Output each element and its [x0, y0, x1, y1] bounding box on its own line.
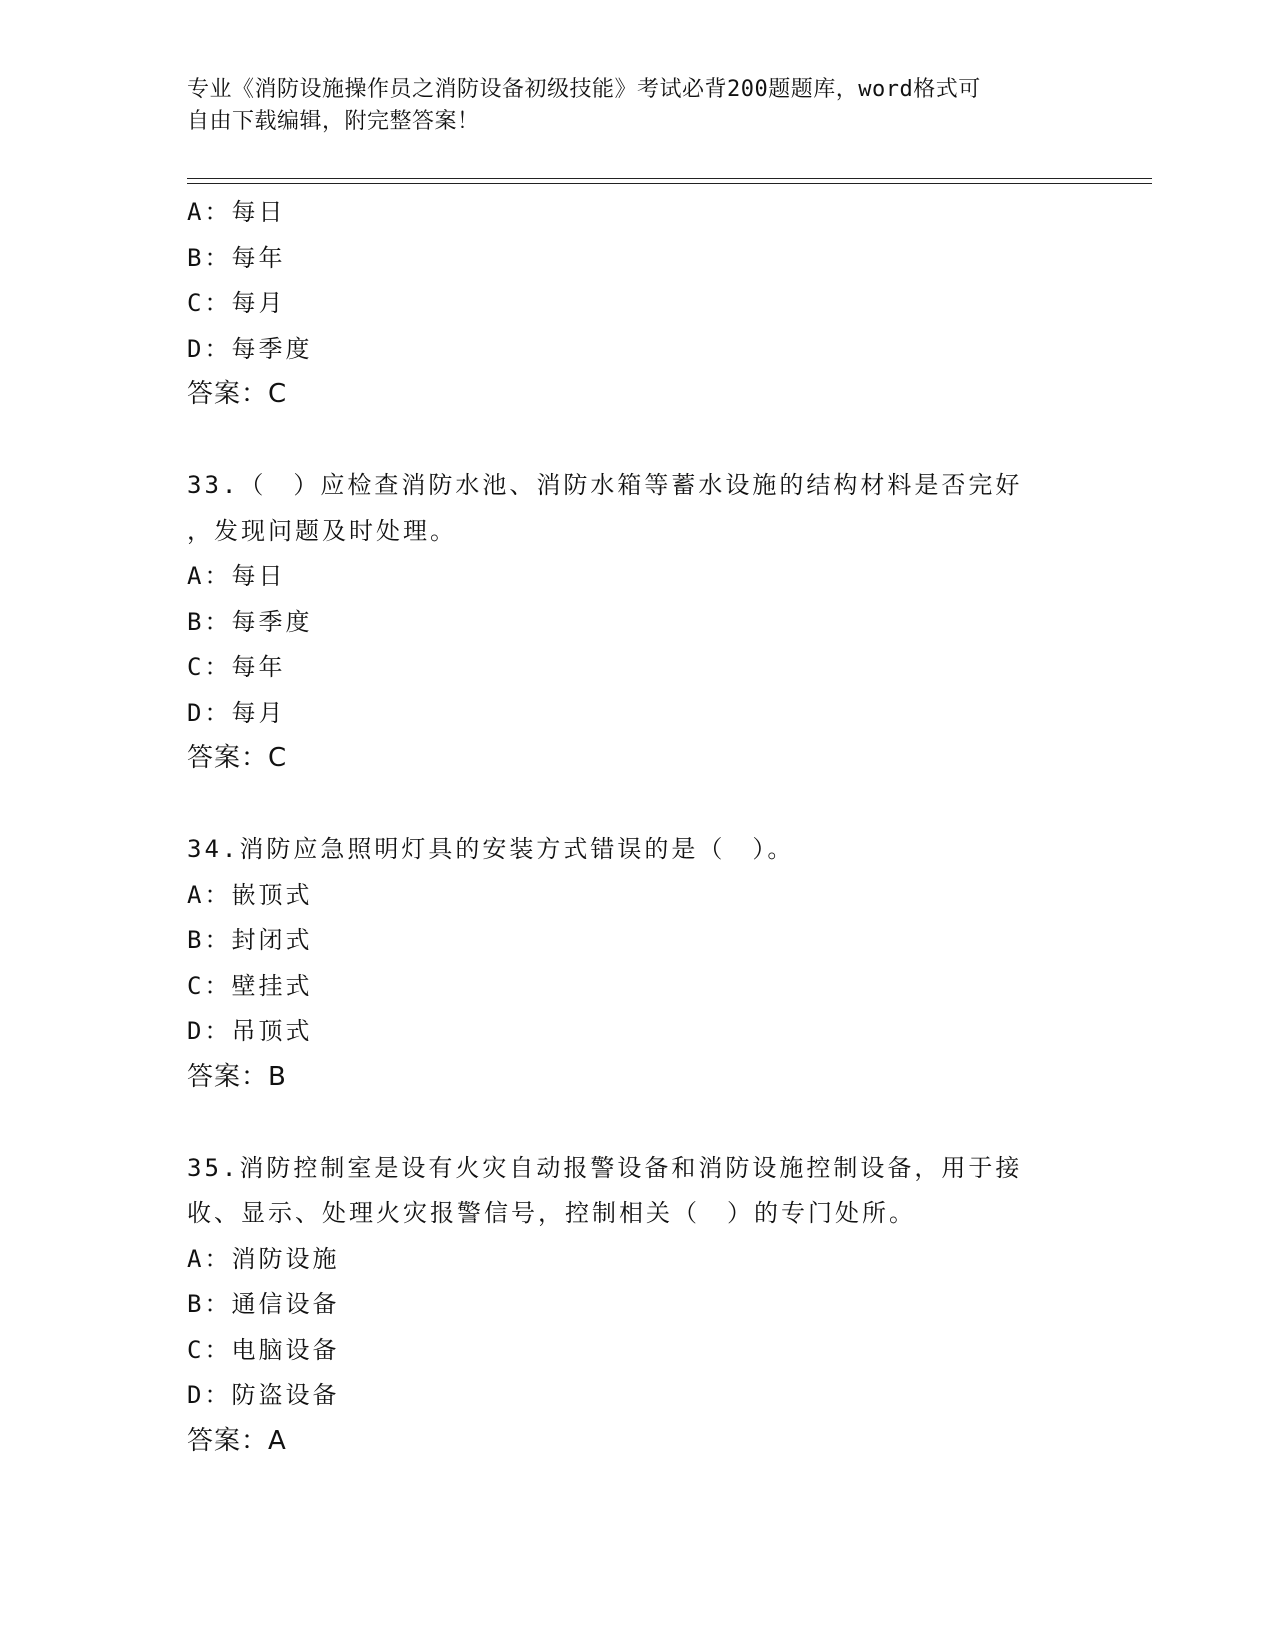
option-b: B：每季度 [187, 607, 313, 636]
question-list [187, 190, 1087, 1464]
answer-line: 答案：C [187, 743, 288, 773]
option-d: D：每季度 [187, 334, 313, 363]
question-stem: 35.消防控制室是设有火灾自动报警设备和消防设施控制设备，用于接 [187, 1153, 1023, 1182]
question-35 [187, 1146, 1087, 1465]
answer-line: 答案：B [187, 1061, 287, 1092]
option-b: B：通信设备 [187, 1290, 340, 1318]
answer-line: 答案：A [187, 1425, 287, 1456]
question-33 [187, 463, 1087, 782]
option-a: A：每日 [187, 562, 286, 590]
header-line-2: 自由下载编辑，附完整答案！ [187, 109, 480, 134]
option-d: D：防盗设备 [187, 1381, 340, 1409]
option-b: B：每年 [187, 243, 286, 272]
spacer [187, 1100, 1087, 1146]
option-a: A：每日 [187, 198, 286, 226]
question-stem: 34.消防应急照明灯具的安装方式错误的是（ ）。 [187, 835, 795, 863]
question-32 [187, 190, 1087, 418]
option-a: A：嵌顶式 [187, 880, 313, 909]
option-c: C：壁挂式 [187, 971, 313, 1000]
option-d: D：吊顶式 [187, 1017, 313, 1045]
option-c: C：电脑设备 [187, 1335, 340, 1364]
option-c: C：每年 [187, 653, 286, 681]
document-header [187, 74, 1087, 138]
spacer [187, 782, 1087, 828]
question-stem-continued: 收、显示、处理火灾报警信号，控制相关（ ）的专门处所。 [187, 1199, 916, 1227]
spacer [187, 418, 1087, 464]
option-b: B：封闭式 [187, 926, 313, 954]
question-stem-continued: ，发现问题及时处理。 [187, 516, 457, 545]
question-34 [187, 827, 1087, 1100]
header-line-1: 专业《消防设施操作员之消防设备初级技能》考试必背200题题库，word格式可 [187, 77, 981, 102]
answer-line: 答案：C [187, 379, 288, 409]
option-c: C：每月 [187, 289, 286, 317]
option-a: A：消防设施 [187, 1244, 340, 1273]
header-divider-bottom [187, 183, 1152, 184]
header-divider-top [187, 178, 1152, 179]
question-stem: 33.（ ）应检查消防水池、消防水箱等蓄水设施的结构材料是否完好 [187, 471, 1023, 499]
option-d: D：每月 [187, 698, 286, 727]
